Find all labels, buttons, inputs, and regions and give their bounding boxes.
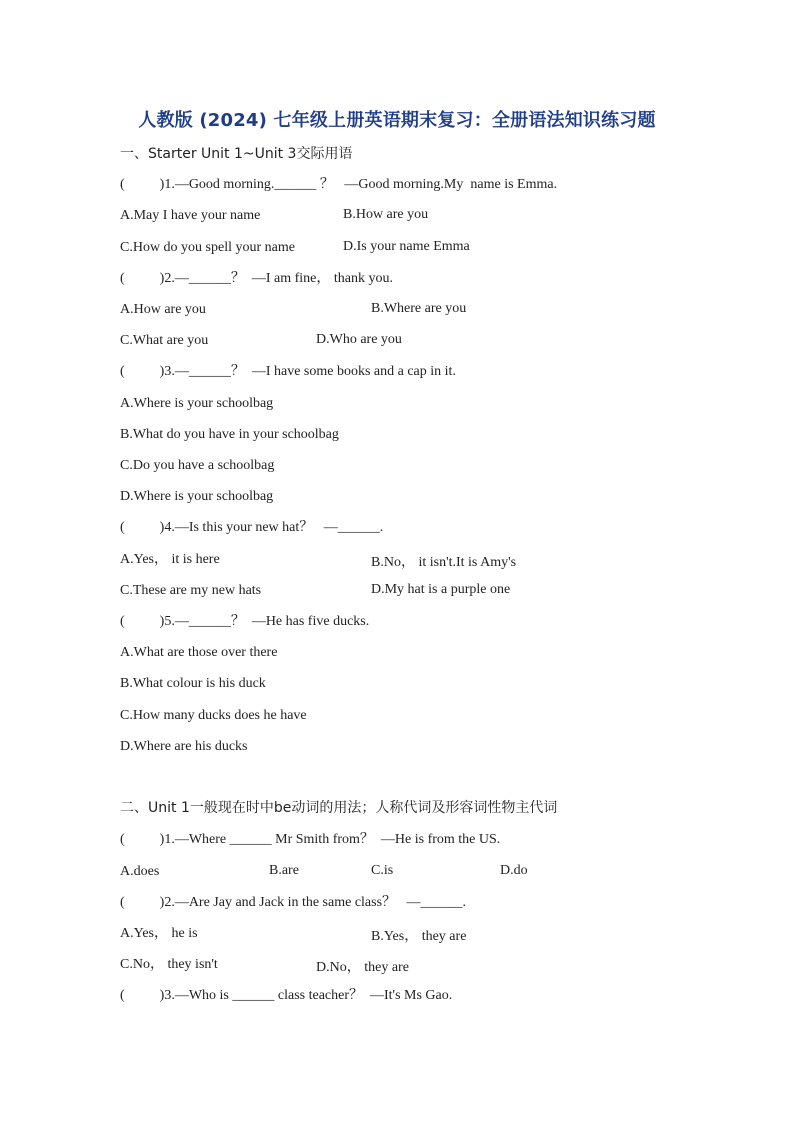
- section-heading-1: 一、Starter Unit 1~Unit 3交际用语: [120, 146, 353, 162]
- option-d: D.Is your name Emma: [343, 239, 470, 254]
- question-stem: ( )3.—Who is ______ class teacher？ —It's Ms Gao.: [120, 988, 453, 1003]
- option-b: B.Yes， they are: [371, 929, 467, 944]
- option-a: A.What are those over there: [120, 645, 278, 660]
- option-c: C.How many ducks does he have: [120, 708, 307, 723]
- option-a: A.Where is your schoolbag: [120, 396, 274, 411]
- option-c: C.These are my new hats: [120, 583, 262, 598]
- question-stem: ( )1.—Where ______ Mr Smith from？ —He is from the US.: [120, 832, 501, 847]
- question-stem: ( )1.—Good morning.______ ？ —Good morning.My name is Emma.: [120, 177, 558, 192]
- option-d: D.My hat is a purple one: [371, 582, 511, 597]
- option-a: A.May I have your name: [120, 208, 261, 223]
- question-stem: ( )3.—______？ —I have some books and a cap in it.: [120, 364, 456, 379]
- option-b: B.What do you have in your schoolbag: [120, 427, 339, 442]
- question-stem: ( )5.—______？ —He has five ducks.: [120, 614, 370, 629]
- option-c: C.No， they isn't: [120, 957, 218, 972]
- option-a: A.Yes， it is here: [120, 552, 220, 567]
- question-stem: ( )2.—______？ —I am fine， thank you.: [120, 271, 393, 286]
- option-a: A.does: [120, 864, 160, 879]
- option-b: B.How are you: [343, 207, 429, 222]
- option-b: B.No， it isn't.It is Amy's: [371, 555, 517, 570]
- option-d: D.Where is your schoolbag: [120, 489, 274, 504]
- option-b: B.are: [269, 863, 299, 878]
- option-a: A.Yes， he is: [120, 926, 198, 941]
- section-heading-2: 二、Unit 1一般现在时中be动词的用法；人称代词及形容词性物主代词: [120, 800, 558, 816]
- option-d: D.No， they are: [316, 960, 409, 975]
- option-c: C.is: [371, 863, 394, 878]
- option-b: B.Where are you: [371, 301, 467, 316]
- option-d: D.Where are his ducks: [120, 739, 248, 754]
- page-title: 人教版 (2024) 七年级上册英语期末复习：全册语法知识练习题: [138, 110, 656, 131]
- option-d: D.Who are you: [316, 332, 402, 347]
- option-b: B.What colour is his duck: [120, 676, 266, 691]
- option-a: A.How are you: [120, 302, 206, 317]
- question-stem: ( )4.—Is this your new hat？ —______.: [120, 520, 384, 535]
- option-c: C.Do you have a schoolbag: [120, 458, 275, 473]
- option-c: C.What are you: [120, 333, 209, 348]
- option-c: C.How do you spell your name: [120, 240, 295, 255]
- question-stem: ( )2.—Are Jay and Jack in the same class？ —______.: [120, 895, 467, 910]
- option-d: D.do: [500, 863, 528, 878]
